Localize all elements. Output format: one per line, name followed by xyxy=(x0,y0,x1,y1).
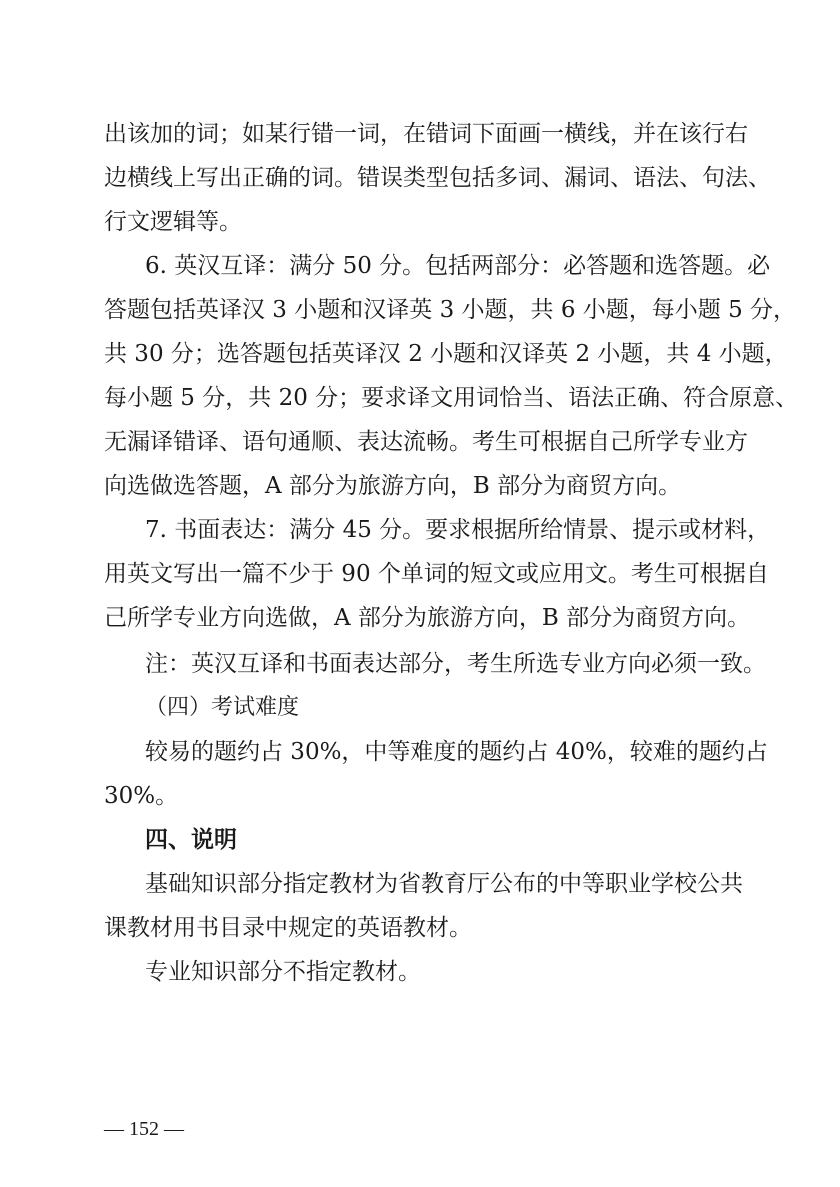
body-line: 用英文写出一篇不少于 90 个单词的短文或应用文。考生可根据自 xyxy=(104,561,769,587)
body-line: 基础知识部分指定教材为省教育厅公布的中等职业学校公共 xyxy=(145,871,743,897)
page-number: — 152 — xyxy=(104,1118,184,1140)
body-line: 6. 英汉互译：满分 50 分。包括两部分：必答题和选答题。必 xyxy=(145,253,771,279)
body-line: 无漏译错译、语句通顺、表达流畅。考生可根据自己所学专业方 xyxy=(104,429,748,455)
body-line: 共 30 分；选答题包括英译汉 2 小题和汉译英 2 小题，共 4 小题， xyxy=(104,341,788,367)
body-line: 答题包括英译汉 3 小题和汉译英 3 小题，共 6 小题，每小题 5 分， xyxy=(104,297,797,323)
body-line: 行文逻辑等。 xyxy=(104,209,242,235)
section-subheading: （四）考试难度 xyxy=(145,695,300,720)
body-line: 30%。 xyxy=(104,783,179,809)
body-line: 向选做选答题，A 部分为旅游方向，B 部分为商贸方向。 xyxy=(104,473,682,499)
body-line: 己所学专业方向选做，A 部分为旅游方向，B 部分为商贸方向。 xyxy=(104,605,751,631)
section-heading: 四、说明 xyxy=(145,827,237,853)
body-line: 专业知识部分不指定教材。 xyxy=(145,959,421,985)
body-line: 较易的题约占 30%，中等难度的题约占 40%，较难的题约占 xyxy=(145,739,768,765)
body-line: 每小题 5 分，共 20 分；要求译文用词恰当、语法正确、符合原意、 xyxy=(104,385,799,411)
body-line: 出该加的词；如某行错一词，在错词下面画一横线，并在该行右 xyxy=(104,121,748,147)
body-line: 课教材用书目录中规定的英语教材。 xyxy=(104,915,472,941)
body-line: 7. 书面表达：满分 45 分。要求根据所给情景、提示或材料， xyxy=(145,517,771,543)
note-line: 注：英汉互译和书面表达部分，考生所选专业方向必须一致。 xyxy=(145,651,766,677)
body-line: 边横线上写出正确的词。错误类型包括多词、漏词、语法、句法、 xyxy=(104,165,771,191)
